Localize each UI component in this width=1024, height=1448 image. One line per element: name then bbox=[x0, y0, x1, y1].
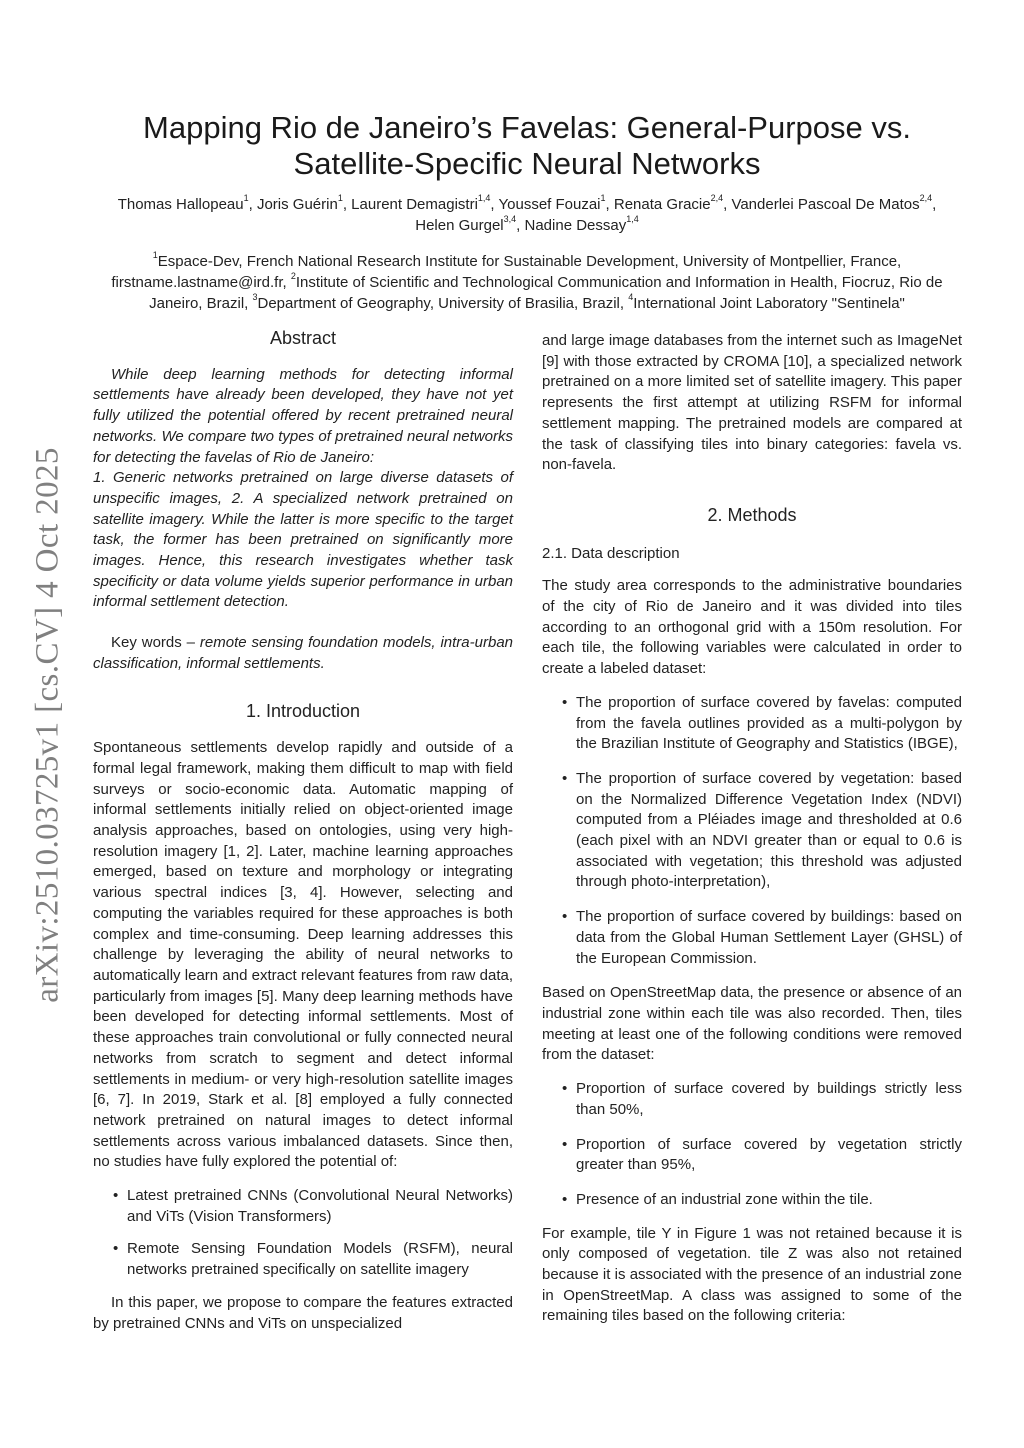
bullet-text: Proportion of surface covered by buildings strictly less than 50%, bbox=[576, 1080, 962, 1118]
author-name: Thomas Hallopeau bbox=[117, 196, 244, 213]
methods-paragraph: For example, tile Y in Figure 1 was not retained because it is only composed of vegetation. tile Z was also not retained because it is associated with the presence of an industrial zone in OpenStreetMap. A class was assigned to some of the remaining tiles based on the following criteria: bbox=[542, 1224, 962, 1325]
title-line-2: Satellite-Specific Neural Networks bbox=[293, 146, 761, 181]
author-name: Renata Gracie bbox=[613, 196, 711, 213]
list-item bbox=[542, 907, 962, 969]
affiliation-text: International Joint Laboratory "Sentinela" bbox=[633, 295, 905, 312]
bullet-text: Latest pretrained CNNs (Convolutional Neural Networks) and ViTs (Vision Transformers) bbox=[127, 1187, 513, 1225]
abstract-heading: Abstract bbox=[269, 328, 337, 348]
methods-paragraph: Based on OpenStreetMap data, the presence or absence of an industrial zone within each tile was also recorded. Then, tiles meeting at least one of the following conditions were removed from the dataset: bbox=[542, 984, 962, 1064]
list-item bbox=[542, 1190, 962, 1211]
author-name: Joris Guérin bbox=[256, 196, 338, 213]
keywords bbox=[93, 633, 513, 674]
removal-conditions-list bbox=[542, 1079, 962, 1211]
author-affiliation-mark: 2,4 bbox=[919, 193, 933, 203]
section-heading-methods: 2. Methods bbox=[707, 504, 797, 525]
introduction-paragraph: Spontaneous settlements develop rapidly and outside of a formal legal framework, making them difficult to map with field surveys or socio-economic data. Automatic mapping of informal settlements initially relied on object-oriented image analysis approaches, based on ontologies, using very high-resolution imagery [1, 2]. Later, machine learning approaches emerged, based on texture and morphology or integrating various spectral indices [3, 4]. However, selecting and computing the variables required for these approaches is both complex and time-consuming. Deep learning addresses this challenge by leveraging the ability of neural networks to automatically learn and extract relevant features from raw data, particularly from images [5]. Many deep learning methods have been developed for detecting informal settlements. Most of these approaches train convolutional or fully connected neural networks from scratch to segment and detect informal settlements in medium- or very high-resolution satellite images [6, 7]. In 2019, Stark et al. [8] employed a fully connected network pretrained on natural images to detect informal settlements across various imbalanced datasets. Since then, no studies have fully explored the potential of: bbox=[93, 739, 513, 1171]
author-list: Thomas Hallopeau$^1$, Joris Guérin$^1$, Laurent Demagistri$^{1,4}$, Youssef Fouzai$^1$, Renata Gracie$^{2,4}$, Vanderlei Pascoal De Matos$^{2,4}$, Helen Gurgel$^{3,4}$, Nadine Dessay$^{1,4}$ bbox=[117, 193, 937, 234]
list-item bbox=[542, 769, 962, 893]
right-column bbox=[542, 331, 962, 1327]
left-column bbox=[93, 328, 513, 1334]
bullet-text: The proportion of surface covered by buildings: based on data from the Global Human Settlement Layer (GHSL) of the European Commission. bbox=[576, 908, 962, 967]
bullet-text: Proportion of surface covered by vegetation strictly greater than 95%, bbox=[576, 1135, 962, 1174]
affiliation-text: Espace-Dev, French National Research Institute for Sustainable Development, University of Montpellier, France, firstname.lastname@ird.fr, bbox=[111, 253, 902, 291]
author-affiliation-mark: 2,4 bbox=[710, 193, 724, 203]
bullet-icon: • bbox=[562, 693, 568, 711]
affiliation-number: 4 bbox=[628, 292, 634, 302]
author-affiliation-mark: 1 bbox=[337, 193, 343, 203]
title-line-1: Mapping Rio de Janeiro’s Favelas: General-Purpose vs. bbox=[143, 110, 911, 145]
bullet-text: Presence of an industrial zone within the tile. bbox=[576, 1190, 873, 1208]
bullet-text: Remote Sensing Foundation Models (RSFM), neural networks pretrained specifically on satellite imagery bbox=[127, 1240, 513, 1279]
keywords-label: Key words – bbox=[111, 634, 195, 652]
introduction-closing-paragraph: In this paper, we propose to compare the features extracted by pretrained CNNs and ViTs on unspecialized bbox=[93, 1293, 513, 1332]
section-heading-introduction: 1. Introduction bbox=[245, 700, 361, 721]
subsection-heading-data-description: 2.1. Data description bbox=[542, 544, 680, 562]
author-name: Helen Gurgel bbox=[415, 217, 504, 234]
paper-title bbox=[110, 110, 944, 182]
author-affiliation-mark: 1 bbox=[600, 193, 606, 203]
bullet-icon: • bbox=[113, 1187, 119, 1205]
author-affiliation-mark: 1,4 bbox=[626, 214, 639, 224]
author-name: Youssef Fouzai bbox=[498, 196, 601, 213]
arxiv-sidebar-stamp: arXiv:2510.03725v1 [cs.CV] 4 Oct 2025 bbox=[29, 447, 66, 1003]
author-name: Nadine Dessay bbox=[524, 217, 627, 234]
affiliation-number: 1 bbox=[152, 250, 158, 260]
bullet-icon: • bbox=[562, 908, 568, 926]
list-item bbox=[542, 693, 962, 755]
affiliations bbox=[90, 251, 964, 314]
list-item bbox=[542, 1079, 962, 1120]
variables-bullet-list bbox=[542, 693, 962, 969]
bullet-icon: • bbox=[113, 1240, 119, 1258]
keywords-list: remote sensing foundation models, intra-urban classification, informal settlements. bbox=[93, 634, 513, 672]
bullet-text: The proportion of surface covered by vegetation: based on the Normalized Difference Vegetation Index (NDVI) computed from a Pléiades image and thresholded at 0.6 (each pixel with an NDVI greater than or equal to 0.6 is associated with vegetation; this threshold was adjusted through photo-interpretation), bbox=[576, 769, 962, 891]
author-name: Laurent Demagistri bbox=[351, 196, 478, 213]
affiliation-text: Institute of Scientific and Technological Communication and Information in Health, Fiocruz, Rio de Janeiro, Brazil, bbox=[149, 274, 943, 312]
list-item bbox=[93, 1186, 513, 1227]
affiliation-number: 3 bbox=[252, 292, 258, 302]
abstract-text bbox=[93, 365, 513, 613]
affiliation-number: 2 bbox=[290, 271, 296, 281]
list-item bbox=[93, 1239, 513, 1280]
affiliation-text: Department of Geography, University of Brasilia, Brazil, bbox=[257, 295, 629, 312]
author-name: Vanderlei Pascoal De Matos bbox=[731, 196, 920, 213]
continuation-paragraph: and large image databases from the internet such as ImageNet [9] with those extracted by CROMA [10], a specialized network pretrained on a more limited set of satellite imagery. This paper represents the first attempt at utilizing RSFM for informal settlement mapping. The pretrained models are compared at the task of classifying tiles into binary categories: favela vs. non-favela. bbox=[542, 332, 962, 474]
bullet-icon: • bbox=[562, 1190, 568, 1208]
abstract-paragraph: While deep learning methods for detecting informal settlements have already been developed, they have not yet fully utilized the potential offered by recent pretrained neural networks. We compare two types of pretrained neural networks for detecting the favelas of Rio de Janeiro: bbox=[93, 365, 513, 466]
bullet-icon: • bbox=[562, 769, 568, 787]
list-item bbox=[542, 1135, 962, 1176]
bullet-icon: • bbox=[562, 1080, 568, 1098]
bullet-text: The proportion of surface covered by favelas: computed from the favela outlines provided as a multi-polygon by the Brazilian Institute of Geography and Statistics (IBGE), bbox=[576, 693, 962, 753]
introduction-bullet-list bbox=[93, 1186, 513, 1281]
author-affiliation-mark: 1,4 bbox=[477, 193, 491, 203]
author-affiliation-mark: 1 bbox=[243, 193, 249, 203]
methods-paragraph: The study area corresponds to the administrative boundaries of the city of Rio de Janeiro and it was divided into tiles according to an orthogonal grid with a 150m resolution. For each tile, the following variables were calculated in order to create a labeled dataset: bbox=[542, 577, 962, 678]
abstract-paragraph: 1. Generic networks pretrained on large diverse datasets of unspecific images, 2. A specialized network pretrained on satellite imagery. While the latter is more specific to the target task, the former has been pretrained on significantly more images. Hence, this research investigates whether task specificity or data volume yields superior performance in urban informal settlement detection. bbox=[93, 469, 513, 611]
bullet-icon: • bbox=[562, 1135, 568, 1153]
author-affiliation-mark: 3,4 bbox=[503, 214, 517, 224]
